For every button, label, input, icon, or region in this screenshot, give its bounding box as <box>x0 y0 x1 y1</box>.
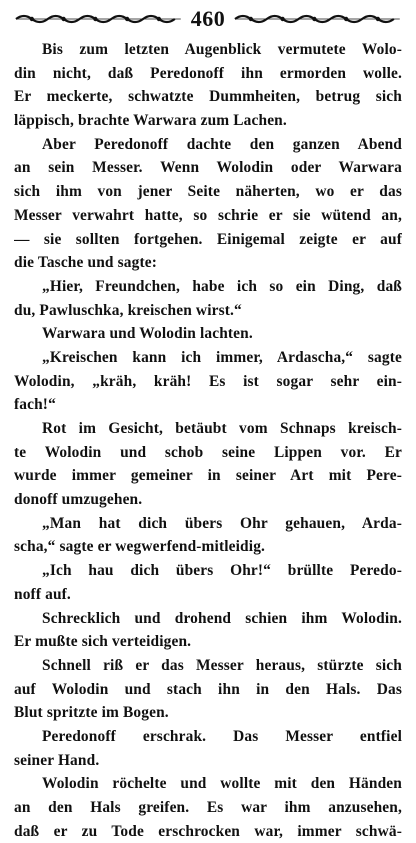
text-line: an den Hals greifen. Es war ihm anzusehen, <box>14 799 402 816</box>
text-line: Er mußte sich verteidigen. <box>14 633 192 651</box>
text-line: Bis zum letzten Augenblick vermutete Wolo- <box>42 41 402 58</box>
text-line: Warwara und Wolodin lachten. <box>42 325 253 343</box>
text-line: Rot im Gesicht, betäubt vom Schnaps kreisch- <box>42 420 402 437</box>
page-number: 460 <box>190 6 226 31</box>
text-line: „Hier, Freundchen, habe ich so ein Ding, daß <box>42 277 402 295</box>
text-line: Schrecklich und drohend schien ihm Wolodin. <box>42 609 402 627</box>
text-line: sich ihm von jener Seite näherten, wo er das <box>14 183 402 201</box>
text-line: seiner Hand. <box>14 751 100 769</box>
text-line: du, Pawluschka, kreischen wirst.“ <box>14 301 242 319</box>
text-line: scha,“ sagte er wegwerfend-mitleidig. <box>14 538 266 556</box>
page-header <box>14 4 402 34</box>
text-line: fach!“ <box>14 396 56 414</box>
text-line: din nicht, daß Peredonoff ihn ermorden wolle. <box>14 64 402 82</box>
text-line: Er meckerte, schwatzte Dummheiten, betrug sich <box>14 88 402 106</box>
text-line: Messer verwahrt hatte, so schrie er sie wütend an, <box>14 206 402 224</box>
text-line: noff auf. <box>14 585 71 603</box>
text-line: „Kreischen kann ich immer, Ardascha,“ sagte <box>42 348 402 366</box>
text-line: Peredonoff erschrak. Das Messer entfiel <box>42 727 402 745</box>
text-line: daß er zu Tode erschrocken war, immer schwä- <box>14 822 402 840</box>
text-line: Schnell riß er das Messer heraus, stürzte sich <box>42 656 402 674</box>
text-line: „Man hat dich übers Ohr gehauen, Arda- <box>42 514 402 532</box>
text-line: „Ich hau dich übers Ohr!“ brüllte Peredo- <box>42 562 402 580</box>
text-line: — sie sollten fortgehen. Einigemal zeigte er auf <box>14 230 402 248</box>
text-line: donoff umzugehen. <box>14 491 143 509</box>
text-line: läppisch, brachte Warwara zum Lachen. <box>14 112 287 130</box>
body-text <box>14 38 402 843</box>
text-line: an sein Messer. Wenn Wolodin oder Warwara <box>14 159 402 177</box>
text-line: auf Wolodin und stach ihn in den Hals. Das <box>14 680 402 698</box>
text-line: te Wolodin und schob seine Lippen vor. Er <box>14 443 402 461</box>
text-line: Blut spritzte im Bogen. <box>14 704 169 722</box>
text-line: Aber Peredonoff dachte den ganzen Abend <box>42 135 402 153</box>
text-line: die Tasche und sagte: <box>14 254 157 272</box>
text-line: wurde immer gemeiner in seiner Art mit Pere- <box>14 467 402 485</box>
ornament-left-icon <box>14 12 183 26</box>
ornament-right-icon <box>233 12 402 26</box>
text-line: Wolodin röchelte und wollte mit den Händen <box>42 775 402 793</box>
text-line: Wolodin, „kräh, kräh! Es ist sogar sehr ein- <box>14 372 402 390</box>
